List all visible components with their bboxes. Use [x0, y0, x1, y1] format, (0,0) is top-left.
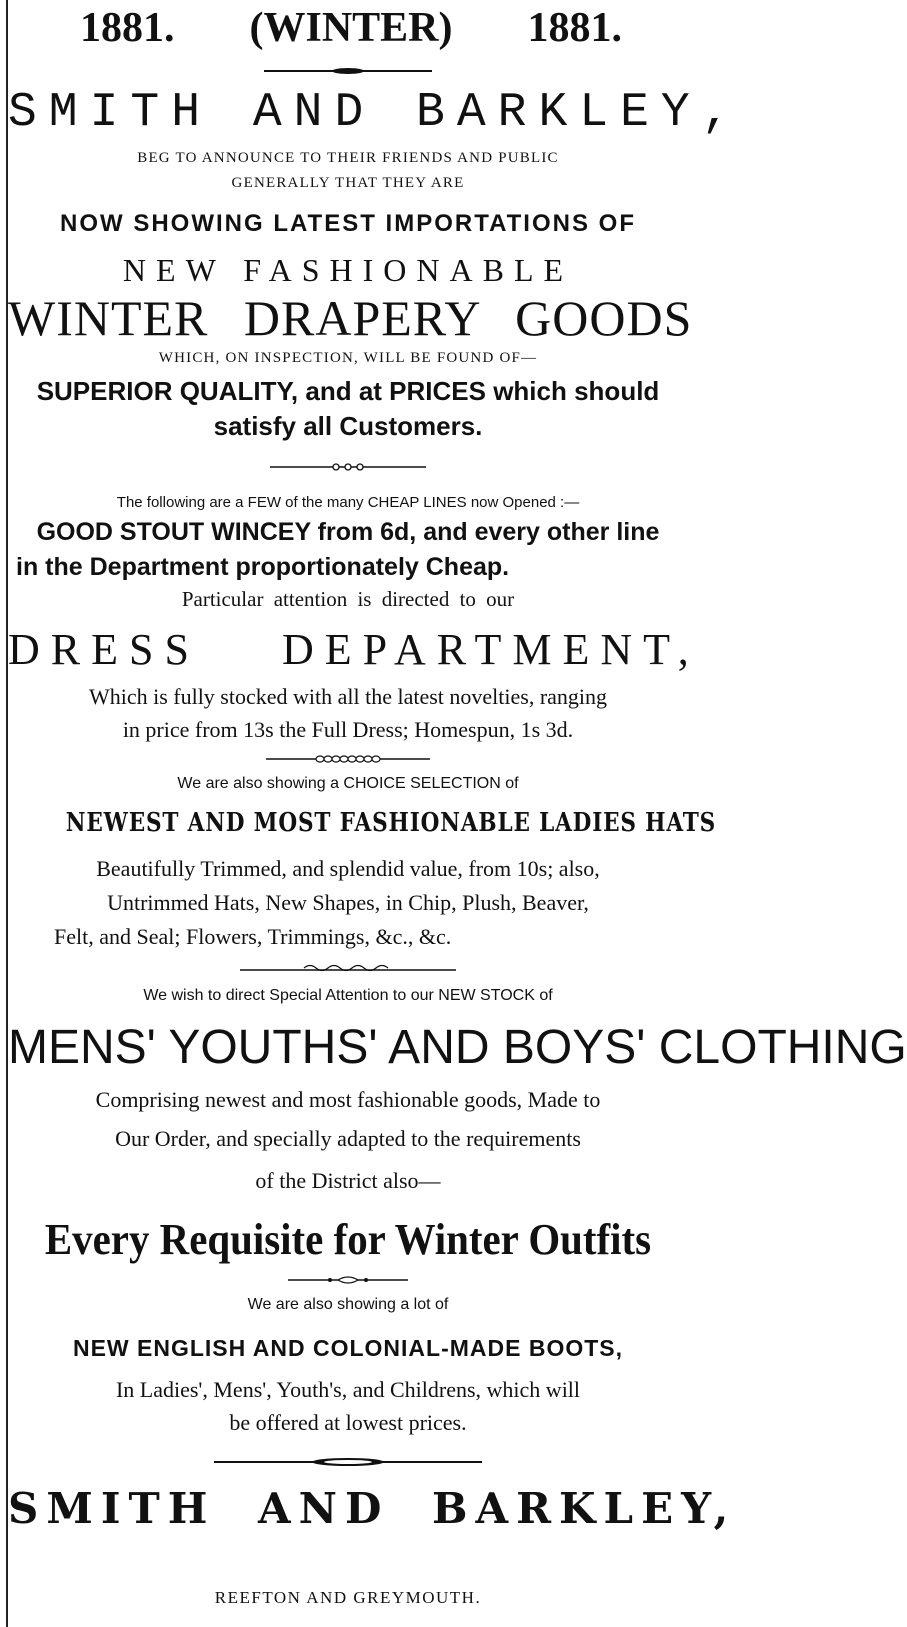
year-right: 1881.: [527, 5, 622, 51]
dress-line-2: in price from 13s the Full Dress; Homespun, 1s 3d.: [122, 717, 574, 742]
clothing-outfits: Every Requisite for Winter Outfits: [44, 1215, 652, 1264]
showing-line-5: SUPERIOR QUALITY, and at PRICES which should: [36, 376, 660, 406]
showing-line-3: WINTER DRAPERY GOODS: [8, 290, 693, 346]
hats-line-2: Untrimmed Hats, New Shapes, in Chip, Plush, Beaver,: [107, 890, 589, 915]
clothing-intro: We wish to direct Special Attention to our NEW STOCK of: [143, 987, 553, 1004]
hats-intro: We are also showing a CHOICE SELECTION of: [177, 775, 519, 792]
hats-line-1: Beautifully Trimmed, and splendid value, from 10s; also,: [96, 856, 600, 881]
advertisement: [6, 0, 907, 1627]
clothing-heading: MENS' YOUTHS' AND BOYS' CLOTHING: [8, 1021, 907, 1074]
divider-rule: [8, 1273, 688, 1287]
dress-heading: DRESS DEPARTMENT,: [8, 625, 700, 674]
intro-line-1: BEG TO ANNOUNCE TO THEIR FRIENDS AND PUBLIC: [137, 150, 559, 166]
divider-rule: [8, 962, 688, 976]
cheap-lines-line-2: in the Department proportionately Cheap.: [16, 553, 510, 581]
divider-rule: [8, 1455, 688, 1469]
dress-line-1: Which is fully stocked with all the latest novelties, ranging: [88, 684, 608, 709]
showing-line-6: satisfy all Customers.: [213, 411, 483, 441]
cheap-lines-intro: The following are a FEW of the many CHEAP LINES now Opened :—: [116, 494, 580, 511]
cheap-lines-line-3: Particular attention is directed to our: [181, 587, 515, 611]
hats-heading: NEWEST AND MOST FASHIONABLE LADIES HATS: [65, 808, 717, 838]
showing-line-4: WHICH, ON INSPECTION, WILL BE FOUND OF—: [158, 350, 538, 366]
season: (WINTER): [249, 5, 453, 51]
divider-rule: [8, 64, 688, 78]
showing-line-1: NOW SHOWING LATEST IMPORTATIONS OF: [60, 210, 636, 237]
intro-line-2: GENERALLY THAT THEY ARE: [231, 175, 465, 191]
hats-line-3: Felt, and Seal; Flowers, Trimmings, &c., &c.: [54, 924, 452, 949]
boots-heading: NEW ENGLISH AND COLONIAL-MADE BOOTS,: [72, 1335, 624, 1361]
clothing-line-3: of the District also—: [255, 1168, 441, 1193]
divider-rule: [8, 752, 688, 766]
showing-line-2: NEW FASHIONABLE: [122, 252, 574, 288]
firm-name: SMITH AND BARKLEY,: [8, 86, 743, 140]
cheap-lines-line-1: GOOD STOUT WINCEY from 6d, and every other line: [36, 518, 660, 546]
header: [8, 4, 688, 52]
footer-firm-name: SMITH AND BARKLEY,: [8, 1484, 737, 1533]
boots-line-1: In Ladies', Mens', Youth's, and Childrens, which will: [115, 1377, 581, 1402]
year-left: 1881.: [80, 5, 175, 51]
clothing-line-1: Comprising newest and most fashionable goods, Made to: [95, 1087, 601, 1112]
divider-rule: [8, 460, 688, 474]
boots-intro: We are also showing a lot of: [247, 1296, 449, 1313]
footer-locations: REEFTON AND GREYMOUTH.: [214, 1588, 482, 1607]
boots-line-2: be offered at lowest prices.: [229, 1410, 467, 1435]
clothing-line-2: Our Order, and specially adapted to the requirements: [115, 1126, 581, 1151]
